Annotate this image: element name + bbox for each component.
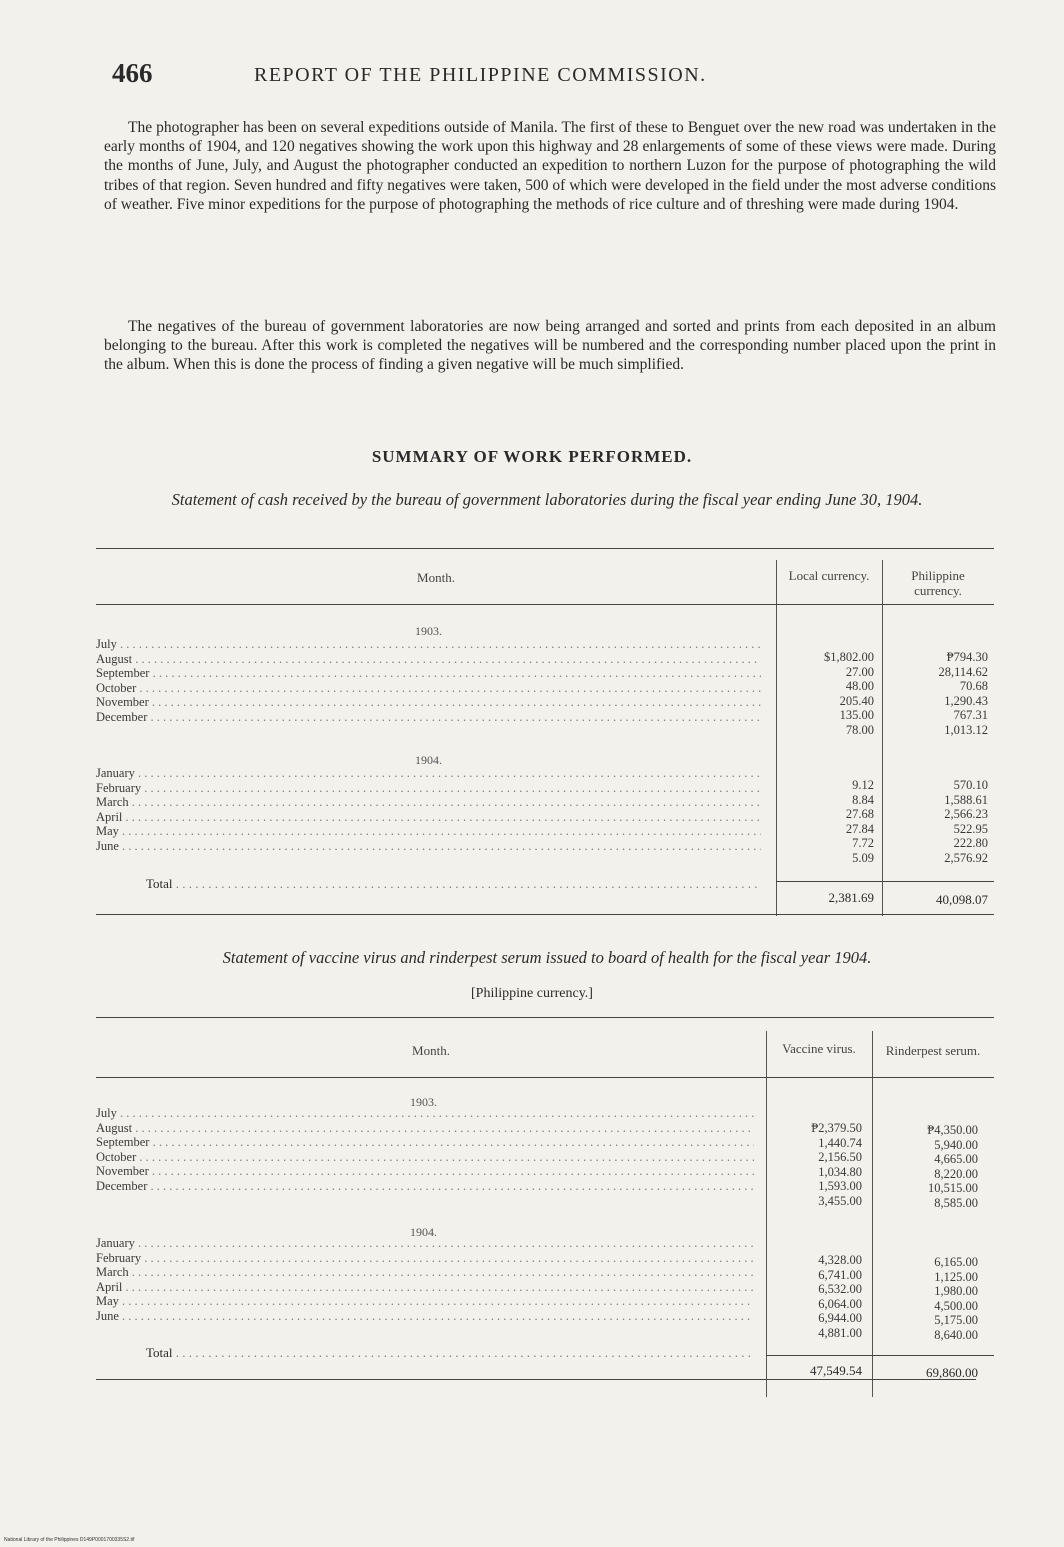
value-cell: 27.84 [845,821,874,836]
month-row: September . . . [96,1135,754,1150]
table2-caption: Statement of vaccine virus and rinderpest serum issued to board of health for the fiscal year 1904. [222,948,872,967]
table-bottom-rule [96,1379,976,1380]
value-cell: 6,532.00 [818,1282,862,1297]
rinderpest-values-1904 [876,1255,978,1343]
month-row: June . . . [96,1309,754,1324]
month-row: January . . . [96,766,761,781]
value-cell: 1,440.74 [818,1135,862,1150]
value-cell: 27.00 [845,664,874,679]
month-list-1904 [96,766,761,854]
month-row: April . . . [96,1280,754,1295]
header-local-currency: Local currency. [788,568,870,583]
month-row: January . . . [96,1236,754,1251]
value-cell: 6,064.00 [818,1296,862,1311]
value-cell: 2,576.92 [944,850,988,865]
value-cell: ₱2,379.50 [811,1121,862,1135]
month-row: August . . . [96,1121,754,1136]
table-top-rule [96,1017,994,1018]
value-cell: 6,944.00 [818,1311,862,1326]
local-currency-values-1903 [780,650,874,738]
month-row: May . . . [96,824,761,839]
column-divider [872,1031,873,1397]
value-cell: 135.00 [839,708,874,723]
table2-subcaption: [Philippine currency.] [471,986,593,1001]
header-rule [96,1077,994,1078]
philippine-currency-values-1903 [886,650,988,738]
value-cell: 5,175.00 [934,1313,978,1328]
month-row: December . . . [96,710,761,725]
page-header [112,58,992,98]
month-row: July . . . [96,637,761,652]
value-cell: 6,741.00 [818,1267,862,1282]
month-row: February . . . [96,1251,754,1266]
vaccine-values-1904 [770,1253,862,1341]
total-philippine-currency: 40,098.07 [936,892,988,907]
philippine-currency-values-1904 [886,778,988,866]
value-cell: 1,980.00 [934,1284,978,1299]
month-row: March . . . [96,1265,754,1280]
month-row: October . . . [96,681,761,696]
year-label-1904: 1904. [410,1225,437,1239]
value-cell: 8.84 [852,792,874,807]
value-cell: 78.00 [845,722,874,737]
month-list-1904 [96,1236,754,1324]
value-cell: 2,566.23 [944,807,988,822]
month-row: September . . . [96,666,761,681]
value-cell: 5,940.00 [934,1137,978,1152]
column-divider [776,560,777,916]
value-cell: 10,515.00 [928,1181,978,1196]
month-list-1903 [96,637,761,725]
value-cell: 8,640.00 [934,1327,978,1342]
value-cell: 6,165.00 [934,1255,978,1269]
section-heading: SUMMARY OF WORK PERFORMED. [371,447,693,466]
value-cell: 27.68 [845,807,874,822]
value-cell: $1,802.00 [824,650,874,664]
value-cell: 1,013.12 [944,722,988,737]
scan-footer: National Library of the Philippines D149P0001700335S2.tif [4,1537,135,1543]
local-currency-values-1904 [780,778,874,866]
vaccine-serum-table [96,1017,994,1405]
total-local-currency: 2,381.69 [828,890,874,905]
rinderpest-values-1903 [876,1123,978,1211]
month-row: February . . . [96,781,761,796]
value-cell: 2,156.50 [818,1150,862,1165]
month-row: July . . . [96,1106,754,1121]
value-cell: 4,500.00 [934,1298,978,1313]
month-row: March . . . [96,795,761,810]
vaccine-values-1903 [770,1121,862,1209]
paragraph-negatives-album: The negatives of the bureau of government laboratories are now being arranged and sorted and prints from each deposited in an album belonging to the bureau. After this work is completed the negatives will be numbered and the corresponding number placed upon the print in the album. When this is done the process of finding a given negative will be much simplified. [104,318,996,374]
total-rinderpest-serum: 69,860.00 [926,1365,978,1380]
value-cell: 1,290.43 [944,693,988,708]
month-row: April . . . [96,810,761,825]
value-cell: 570.10 [953,778,988,792]
year-label-1904: 1904. [415,753,442,767]
month-row: June . . . [96,839,761,854]
header-month: Month. [417,570,455,585]
total-label: Total . . . [146,876,761,892]
value-cell: ₱794.30 [946,650,988,664]
header-philippine-currency: Philippine currency. [911,568,965,598]
value-cell: 1,593.00 [818,1179,862,1194]
month-row: May . . . [96,1294,754,1309]
table-top-rule [96,548,994,549]
value-cell: 7.72 [852,836,874,851]
total-vaccine-virus: 47,549.54 [810,1363,862,1378]
header-rule [96,604,994,605]
total-row [96,1345,994,1380]
header-rinderpest-serum: Rinderpest serum. [885,1043,981,1058]
value-cell: 1,588.61 [944,792,988,807]
value-cell: 8,220.00 [934,1166,978,1181]
value-cell: 5.09 [852,850,874,865]
cash-received-table [96,548,994,920]
value-cell: 4,328.00 [818,1253,862,1267]
running-title: REPORT OF THE PHILIPPINE COMMISSION. [254,64,707,86]
value-cell: 4,881.00 [818,1325,862,1340]
value-cell: 70.68 [959,679,988,694]
value-cell: 28,114.62 [938,664,988,679]
column-divider [882,560,883,916]
value-cell: 1,125.00 [934,1269,978,1284]
value-cell: 4,665.00 [934,1152,978,1167]
month-row: November . . . [96,695,761,710]
value-cell: 1,034.80 [818,1164,862,1179]
paragraph-photographer-expeditions: The photographer has been on several expeditions outside of Manila. The first of these to Benguet over the new road was undertaken in the early months of 1904, and 120 negatives showing the work upon this highway and 28 enlargements of some of these views were made. During the months of June, July, and August the photographer conducted an expedition to northern Luzon for the purpose of photographing the wild tribes of that region. Seven hundred and fifty negatives were taken, 500 of which were developed in the field under the most adverse conditions of weather. Five minor expeditions for the purpose of photographing the methods of rice culture and of threshing were made during 1904. [104,119,996,213]
value-cell: 3,455.00 [818,1193,862,1208]
page-number: 466 [112,58,153,88]
month-row: October . . . [96,1150,754,1165]
header-month: Month. [412,1043,450,1058]
month-row: November . . . [96,1164,754,1179]
value-cell: 48.00 [845,679,874,694]
value-cell: 522.95 [953,821,988,836]
year-label-1903: 1903. [410,1095,437,1109]
value-cell: 9.12 [852,778,874,792]
value-cell: 767.31 [953,708,988,723]
table1-caption: Statement of cash received by the bureau of government laboratories during the fiscal year ending June 30, 1904. [171,490,923,509]
value-cell: ₱4,350.00 [927,1123,978,1137]
column-divider [766,1031,767,1397]
month-row: August . . . [96,652,761,667]
year-label-1903: 1903. [415,624,442,638]
table-bottom-rule [96,914,994,915]
total-row [96,876,994,907]
value-cell: 222.80 [953,836,988,851]
value-cell: 8,585.00 [934,1195,978,1210]
header-vaccine-virus: Vaccine virus. [782,1041,856,1056]
total-label: Total . . . [146,1345,751,1361]
value-cell: 205.40 [839,693,874,708]
month-row: December . . . [96,1179,754,1194]
month-list-1903 [96,1106,754,1194]
